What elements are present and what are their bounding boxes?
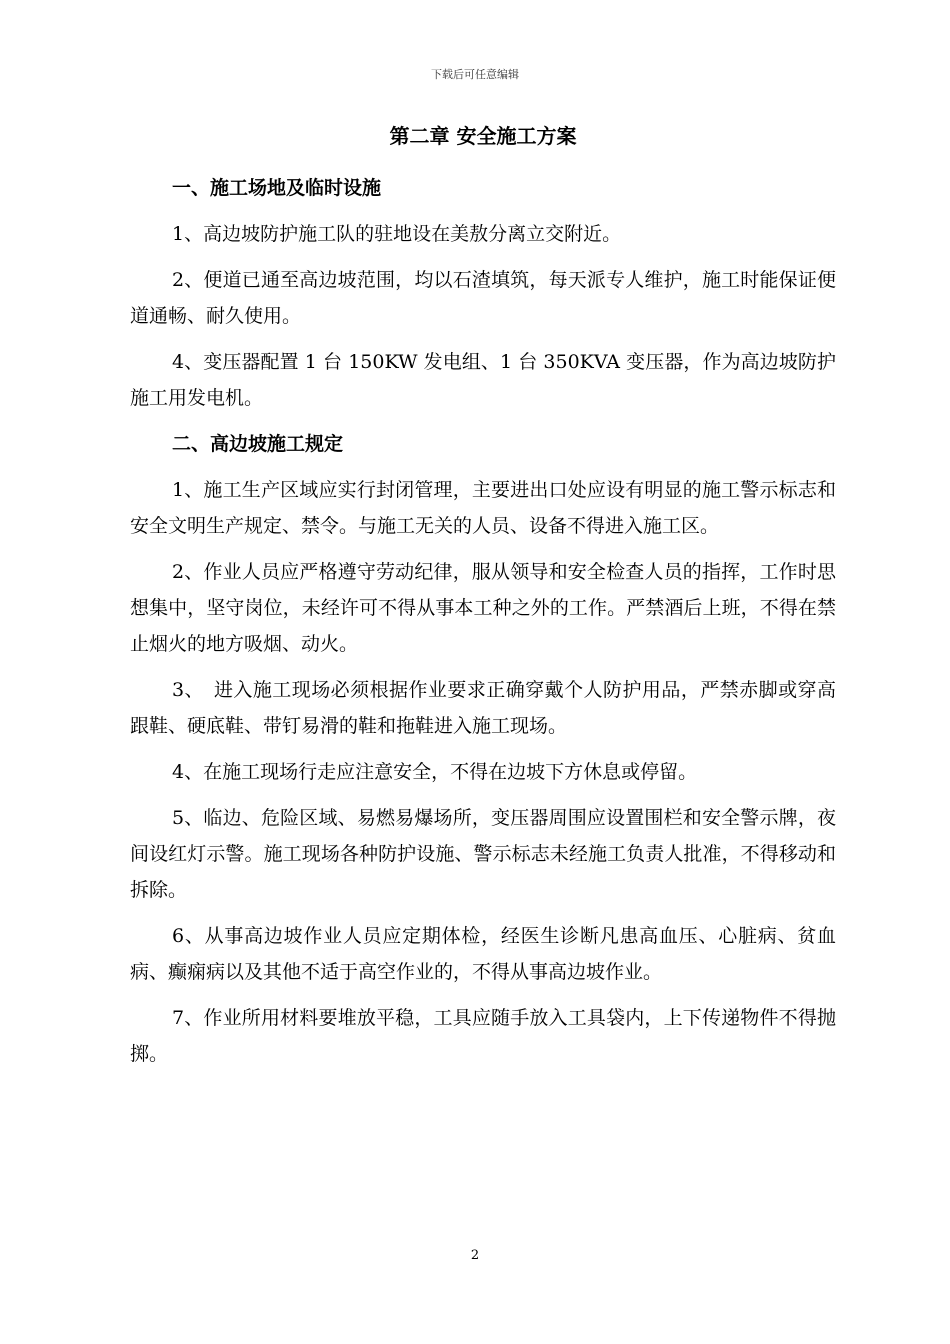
- paragraph: 2、便道已通至高边坡范围，均以石渣填筑，每天派专人维护，施工时能保证便道通畅、耐久使用。: [130, 269, 836, 327]
- paragraph: 1、高边坡防护施工队的驻地设在美敖分离立交附近。: [172, 223, 622, 245]
- paragraph: 4、变压器配置 1 台 150KW 发电组、1 台 350KVA 变压器，作为高边坡防护施工用发电机。: [130, 351, 836, 409]
- paragraph: 3、 进入施工现场必须根据作业要求正确穿戴个人防护用品，严禁赤脚或穿高跟鞋、硬底鞋、带钉易滑的鞋和拖鞋进入施工现场。: [130, 679, 836, 737]
- paragraph: 6、从事高边坡作业人员应定期体检，经医生诊断凡患高血压、心脏病、贫血病、癫痫病以及其他不适于高空作业的，不得从事高边坡作业。: [130, 925, 836, 983]
- section-heading: 一、施工场地及临时设施: [172, 177, 382, 199]
- header-note: 下载后可任意编辑: [431, 68, 519, 81]
- paragraph: 7、作业所用材料要堆放平稳，工具应随手放入工具袋内，上下传递物件不得抛掷。: [130, 1007, 836, 1065]
- paragraph: 1、施工生产区域应实行封闭管理，主要进出口处应设有明显的施工警示标志和安全文明生产规定、禁令。与施工无关的人员、设备不得进入施工区。: [130, 479, 836, 537]
- chapter-title: 第二章 安全施工方案: [389, 124, 577, 148]
- paragraph: 5、临边、危险区域、易燃易爆场所，变压器周围应设置围栏和安全警示牌，夜间设红灯示警。施工现场各种防护设施、警示标志未经施工负责人批准，不得移动和拆除。: [130, 807, 836, 901]
- paragraph: 4、在施工现场行走应注意安全，不得在边坡下方休息或停留。: [172, 761, 698, 783]
- page-number: 2: [470, 1248, 480, 1263]
- document-body: [130, 118, 836, 1082]
- section-heading: 二、高边坡施工规定: [172, 433, 344, 455]
- paragraph: 2、作业人员应严格遵守劳动纪律，服从领导和安全检查人员的指挥，工作时思想集中，坚守岗位，未经许可不得从事本工种之外的工作。严禁酒后上班，不得在禁止烟火的地方吸烟、动火。: [130, 561, 836, 655]
